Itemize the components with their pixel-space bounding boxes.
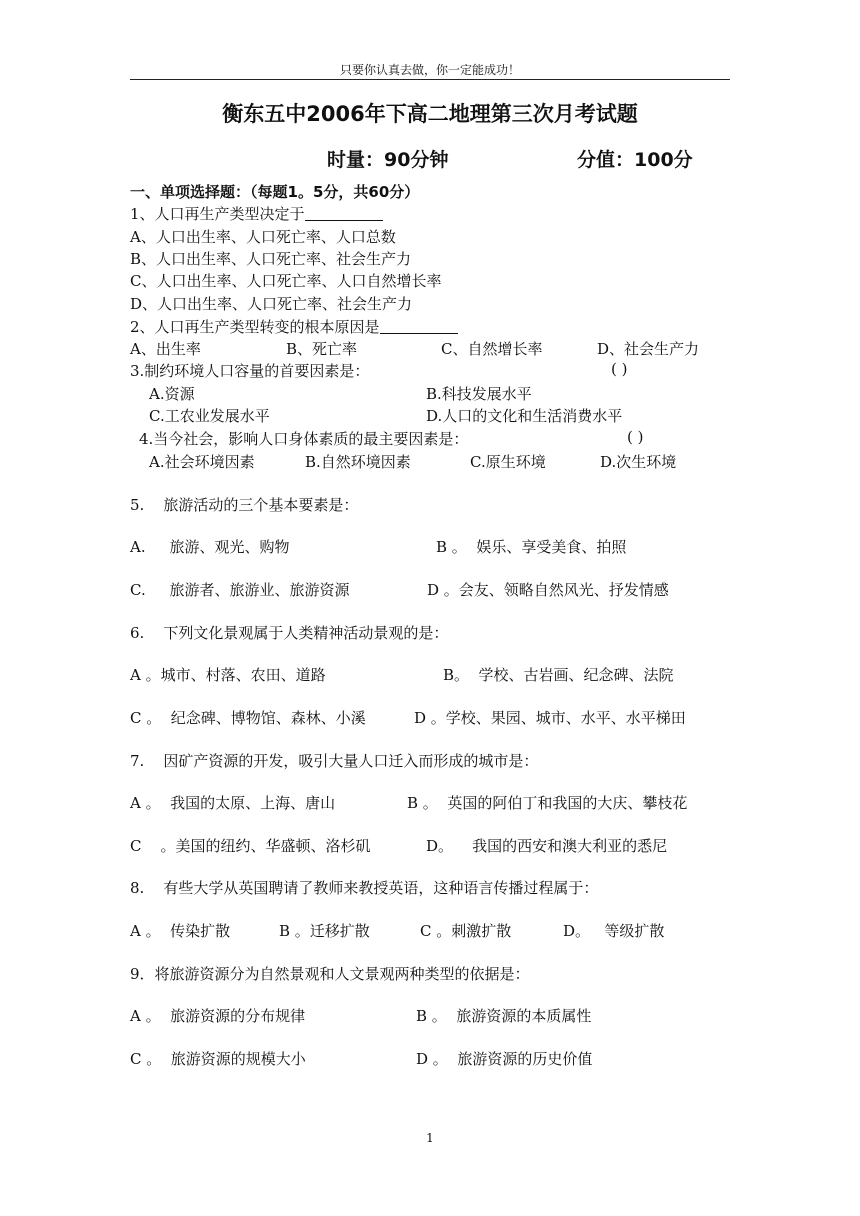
question-3-option-d: D.人口的文化和生活消费水平 — [426, 407, 623, 425]
answer-blank — [380, 319, 458, 334]
question-8-option-c: C 。刺激扩散 — [420, 922, 512, 940]
question-1-option-c: C、人口出生率、人口死亡率、人口自然增长率 — [130, 272, 442, 290]
question-7-option-d: D。 我国的西安和澳大利亚的悉尼 — [426, 837, 668, 855]
question-5-stem: 5. 旅游活动的三个基本要素是： — [130, 496, 359, 514]
question-3-stem: 3.制约环境人口容量的首要因素是： — [130, 362, 370, 380]
question-8-option-d: D。 等级扩散 — [563, 922, 665, 940]
question-4-answer-paren: ( ) — [627, 428, 644, 446]
question-6-option-b: B。 学校、古岩画、纪念碑、法院 — [443, 666, 674, 684]
question-7-option-c: C 。美国的纽约、华盛顿、洛杉矶 — [130, 837, 371, 855]
question-3-option-c: C.工农业发展水平 — [149, 407, 270, 425]
question-4-option-a: A.社会环境因素 — [149, 453, 255, 471]
section-heading: 一、单项选择题：（每题1。5分，共60分） — [130, 183, 420, 201]
question-9-option-a: A 。 旅游资源的分布规律 — [130, 1007, 306, 1025]
question-1-option-b: B、人口出生率、人口死亡率、社会生产力 — [130, 250, 412, 268]
answer-blank — [305, 206, 383, 221]
header-divider — [130, 79, 730, 80]
question-9-stem: 9．将旅游资源分为自然景观和人文景观两种类型的依据是： — [130, 965, 530, 983]
question-1-text: 1、人口再生产类型决定于 — [130, 205, 305, 223]
page-title: 衡东五中2006年下高二地理第三次月考试题 — [222, 102, 638, 126]
question-3-option-b: B.科技发展水平 — [426, 385, 532, 403]
question-4-stem: 4.当今社会，影响人口身体素质的最主要因素是： — [139, 430, 469, 448]
question-9-option-b: B 。 旅游资源的本质属性 — [416, 1007, 592, 1025]
question-4-option-d: D.次生环境 — [600, 453, 677, 471]
question-5-option-a: A. 旅游、观光、购物 — [130, 538, 290, 556]
question-6-option-c: C 。 纪念碑、博物馆、森林、小溪 — [130, 709, 366, 727]
question-2-option-d: D、社会生产力 — [597, 340, 700, 358]
header-motto: 只要你认真去做，你一定能成功！ — [339, 63, 520, 77]
time-limit: 时量：90分钟 — [327, 149, 449, 171]
question-3-answer-paren: ( ) — [611, 360, 628, 378]
question-2-stem — [130, 316, 458, 337]
question-6-stem: 6. 下列文化景观属于人类精神活动景观的是： — [130, 624, 449, 642]
question-5-option-b: B 。 娱乐、享受美食、拍照 — [436, 538, 627, 556]
question-5-option-d: D 。会友、领略自然风光、抒发情感 — [427, 581, 669, 599]
question-4-option-c: C.原生环境 — [470, 453, 546, 471]
question-8-stem: 8. 有些大学从英国聘请了教师来教授英语，这种语言传播过程属于： — [130, 879, 599, 897]
question-1-stem — [130, 203, 383, 224]
question-8-option-b: B 。迁移扩散 — [279, 922, 370, 940]
question-1-option-d: D、人口出生率、人口死亡率、社会生产力 — [130, 295, 413, 313]
question-7-option-b: B 。 英国的阿伯丁和我国的大庆、攀枝花 — [407, 794, 688, 812]
question-8-option-a: A 。 传染扩散 — [130, 922, 231, 940]
question-2-option-c: C、自然增长率 — [441, 340, 543, 358]
total-score: 分值：100分 — [577, 149, 693, 171]
question-9-option-d: D 。 旅游资源的历史价值 — [416, 1050, 593, 1068]
question-7-stem: 7. 因矿产资源的开发，吸引大量人口迁入而形成的城市是： — [130, 752, 539, 770]
question-5-option-c: C. 旅游者、旅游业、旅游资源 — [130, 581, 350, 599]
question-6-option-d: D 。学校、果园、城市、水平、水平梯田 — [414, 709, 686, 727]
question-1-option-a: A、人口出生率、人口死亡率、人口总数 — [130, 228, 396, 246]
question-3-option-a: A.资源 — [149, 385, 195, 403]
question-2-text: 2、人口再生产类型转变的根本原因是 — [130, 318, 380, 336]
question-9-option-c: C 。 旅游资源的规模大小 — [130, 1050, 306, 1068]
question-2-option-b: B、死亡率 — [286, 340, 358, 358]
question-4-option-b: B.自然环境因素 — [305, 453, 411, 471]
page-number: 1 — [426, 1131, 434, 1145]
question-7-option-a: A 。 我国的太原、上海、唐山 — [130, 794, 336, 812]
question-6-option-a: A 。城市、村落、农田、道路 — [130, 666, 326, 684]
question-2-option-a: A、出生率 — [130, 340, 201, 358]
